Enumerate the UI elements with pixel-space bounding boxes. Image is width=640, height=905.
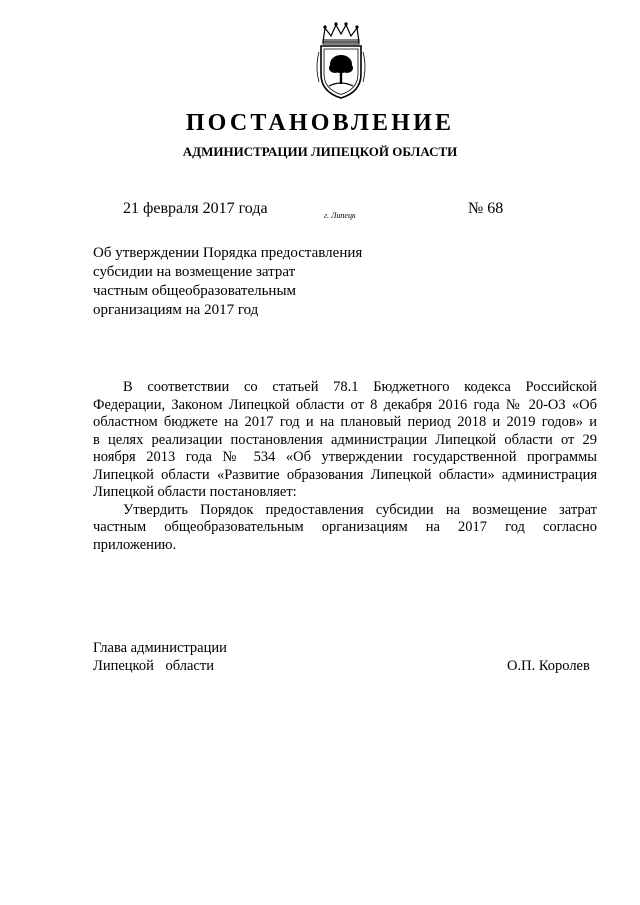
subject-line: частным общеобразовательным: [93, 283, 297, 299]
body-line: Липецкой области «Развитие образования Липецкой области» администрация: [93, 466, 597, 483]
document-subject: [93, 244, 383, 320]
document-title: ПОСТАНОВЛЕНИЕ: [185, 110, 455, 136]
document-date: 21 февраля 2017 года: [123, 200, 268, 217]
preamble-paragraph: [93, 379, 597, 502]
signatory-region: Липецкой области: [93, 658, 214, 674]
body-line: В соответствии со статьей 78.1 Бюджетного кодекса Российской: [123, 379, 597, 395]
document-number: № 68: [468, 200, 504, 217]
resolution-paragraph: [93, 502, 597, 555]
signatory-name: О.П. Королев: [507, 658, 590, 674]
document-city: г. Липецк: [324, 211, 356, 220]
body-line: Федерации, Законом Липецкой области от 8 декабря 2016 года № 20-ОЗ «Об: [93, 396, 597, 413]
signatory-title: Глава администрации: [93, 640, 227, 656]
body-line: Липецкой области постановляет:: [93, 484, 297, 500]
body-line: частным общеобразовательным организациям на 2017 год согласно: [93, 519, 597, 535]
subject-line: Об утверждении Порядка предоставления: [93, 245, 363, 261]
body-line: приложению.: [93, 536, 177, 553]
document-body: [93, 379, 597, 554]
subject-line: субсидии на возмещение затрат: [93, 264, 296, 280]
issuing-authority: АДМИНИСТРАЦИИ ЛИПЕЦКОЙ ОБЛАСТИ: [182, 144, 458, 159]
lipetsk-coat-of-arms-icon: [311, 22, 371, 100]
body-line: ноября 2013 года № 534 «Об утверждении государственной программы: [93, 449, 597, 465]
body-line: областном бюджете на 2017 год и на плановый период 2018 и 2019 годов» и: [93, 414, 597, 430]
body-line: в целях реализации постановления администрации Липецкой области от 29: [93, 431, 597, 448]
subject-line: организациям на 2017 год: [93, 302, 259, 318]
body-line: Утвердить Порядок предоставления субсидии на возмещение затрат: [123, 501, 597, 518]
